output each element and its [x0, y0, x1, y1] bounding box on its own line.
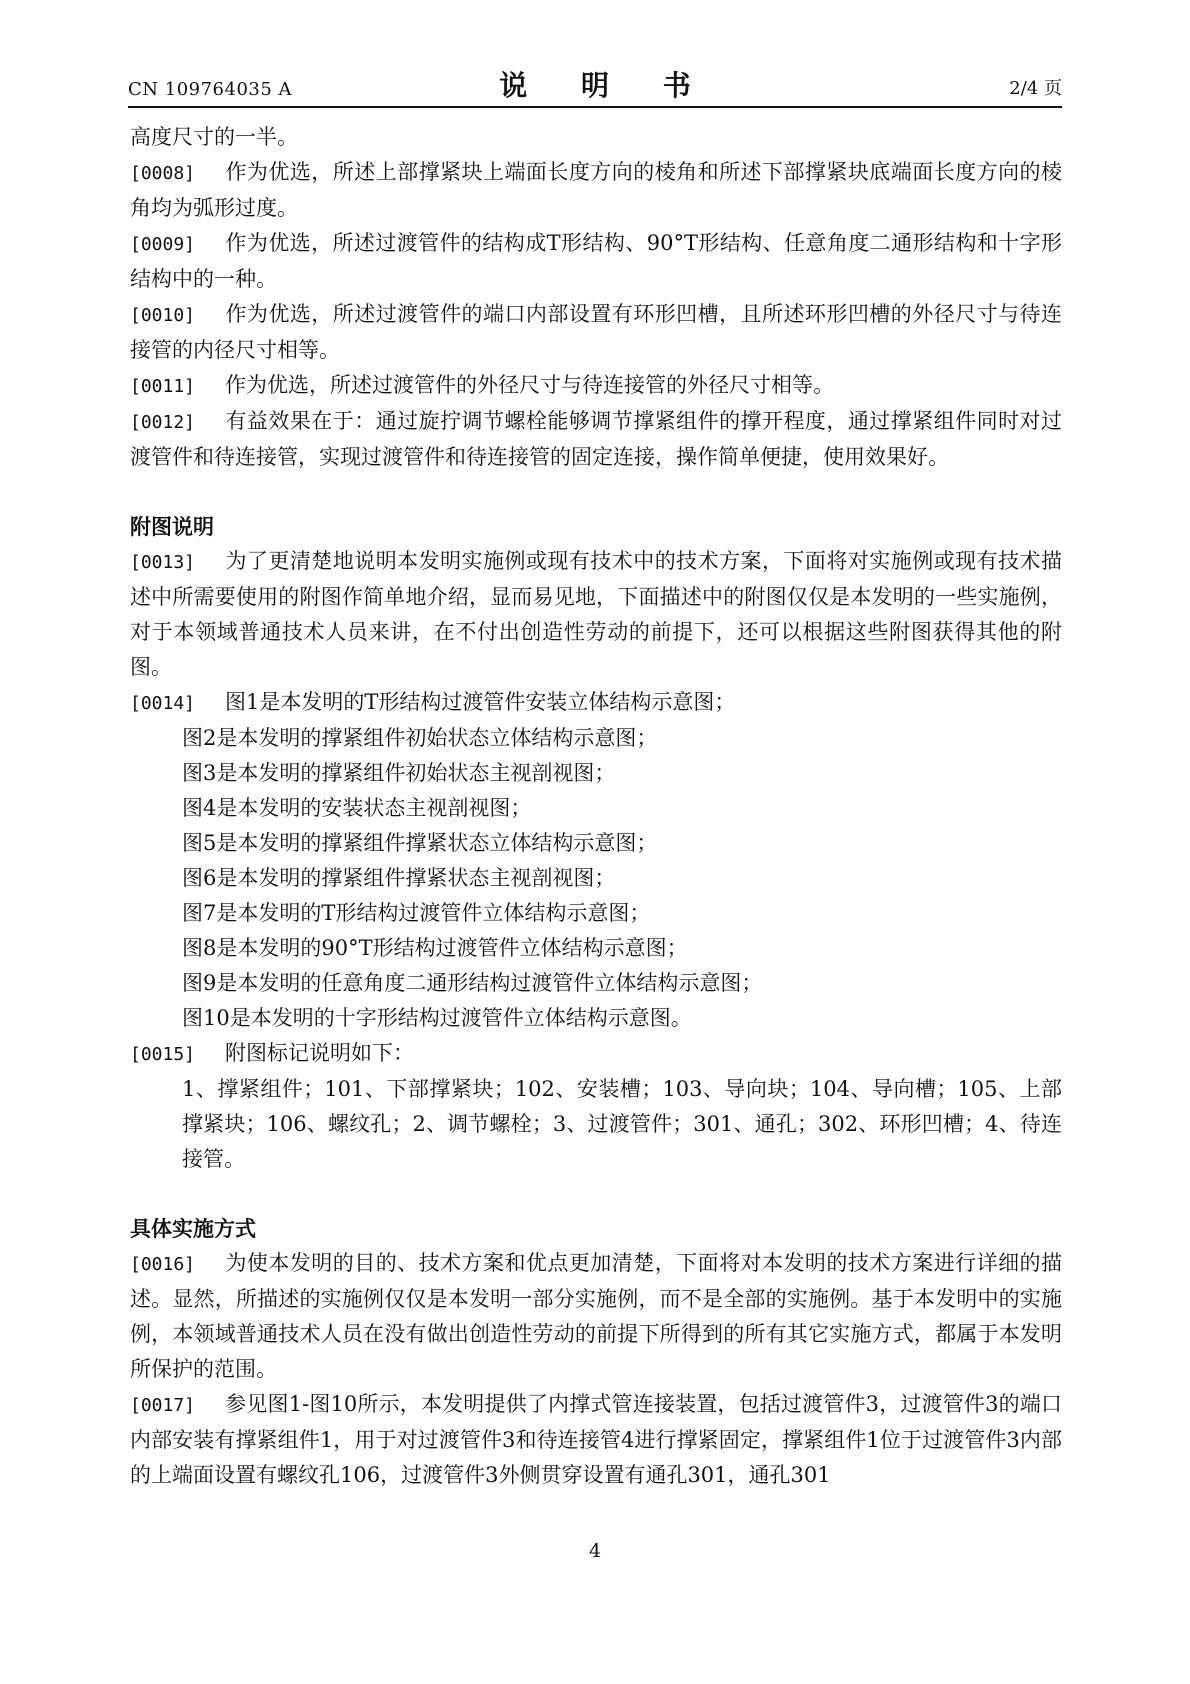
paragraph-text: 作为优选，所述过渡管件的外径尺寸与待连接管的外径尺寸相等。	[225, 373, 834, 397]
page-number: 4	[588, 1540, 602, 1562]
paragraph-text: 高度尺寸的一半。	[130, 125, 298, 149]
paragraph-number: [0011]	[130, 376, 196, 397]
paragraph-0016	[130, 1246, 1062, 1387]
paragraph-0011	[130, 368, 1062, 404]
page-header	[128, 60, 1062, 108]
paragraph-0008	[130, 155, 1062, 226]
header-rule	[128, 106, 1062, 108]
figure-caption: 图7是本发明的T形结构过渡管件立体结构示意图；	[182, 901, 651, 925]
section-heading-drawings: 附图说明	[130, 514, 214, 539]
patent-number: CN 109764035 A	[128, 79, 293, 100]
paragraph-0009	[130, 226, 1062, 297]
paragraph-number: [0013]	[130, 552, 196, 573]
paragraph-number: [0010]	[130, 305, 196, 326]
document-body	[130, 120, 1062, 1493]
figure-caption: 图5是本发明的撑紧组件撑紧状态立体结构示意图；	[182, 831, 658, 855]
paragraph-number: [0014]	[130, 693, 196, 714]
figure-caption: 图3是本发明的撑紧组件初始状态主视剖视图；	[182, 761, 616, 785]
paragraph	[130, 120, 1062, 155]
paragraph-number: [0009]	[130, 234, 196, 255]
paragraph-number: [0008]	[130, 163, 196, 184]
paragraph-text: 为了更清楚地说明本发明实施例或现有技术中的技术方案，下面将对实施例或现有技术描述中所需要使用的附图作简单地介绍，显而易见地，下面描述中的附图仅仅是本发明的一些实施例，对于本领域普通技术人员来讲，在不付出创造性劳动的前提下，还可以根据这些附图获得其他的附图。	[130, 549, 1062, 679]
figure-caption: 图8是本发明的90°T形结构过渡管件立体结构示意图；	[182, 936, 688, 960]
paragraph-0010	[130, 297, 1062, 368]
document-title: 说 明 书	[499, 69, 713, 102]
paragraph-text: 附图标记说明如下：	[225, 1041, 414, 1065]
paragraph-text: 参见图1-图10所示，本发明提供了内撑式管连接装置，包括过渡管件3，过渡管件3的端口内部安装有撑紧组件1，用于对过渡管件3和待连接管4进行撑紧固定，撑紧组件1位于过渡管件3内部的上端面设置有螺纹孔106，过渡管件3外侧贯穿设置有通孔301，通孔301	[130, 1392, 1062, 1487]
figure-caption: 图2是本发明的撑紧组件初始状态立体结构示意图；	[182, 726, 658, 750]
figure-caption: 图10是本发明的十字形结构过渡管件立体结构示意图。	[182, 1006, 692, 1030]
paragraph-0015	[130, 1036, 1062, 1072]
paragraph-text: 为使本发明的目的、技术方案和优点更加清楚，下面将对本发明的技术方案进行详细的描述。显然，所描述的实施例仅仅是本发明一部分实施例，而不是全部的实施例。基于本发明中的实施例，本领域普通技术人员在没有做出创造性劳动的前提下所得到的所有其它实施方式，都属于本发明所保护的范围。	[130, 1251, 1062, 1381]
paragraph-text: 有益效果在于：通过旋拧调节螺栓能够调节撑紧组件的撑开程度，通过撑紧组件同时对过渡管件和待连接管，实现过渡管件和待连接管的固定连接，操作简单便捷，使用效果好。	[130, 409, 1062, 469]
paragraph-text: 作为优选，所述过渡管件的端口内部设置有环形凹槽，且所述环形凹槽的外径尺寸与待连接管的内径尺寸相等。	[130, 302, 1062, 362]
paragraph-text: 作为优选，所述过渡管件的结构成T形结构、90°T形结构、任意角度二通形结构和十字形结构中的一种。	[130, 231, 1062, 291]
reference-legend: 1、撑紧组件；101、下部撑紧块；102、安装槽；103、导向块；104、导向槽；105、上部撑紧块；106、螺纹孔；2、调节螺栓；3、过渡管件；301、通孔；302、环形凹槽；4、待连接管。	[182, 1077, 1062, 1171]
paragraph-0014	[130, 685, 1062, 721]
page-of-label: 2/4 页	[1009, 78, 1062, 99]
paragraph-number: [0017]	[130, 1395, 196, 1416]
paragraph-number: [0016]	[130, 1254, 196, 1275]
figure-caption: 图9是本发明的任意角度二通形结构过渡管件立体结构示意图；	[182, 971, 763, 995]
paragraph-number: [0012]	[130, 412, 196, 433]
paragraph-number: [0015]	[130, 1044, 196, 1065]
paragraph-0017	[130, 1387, 1062, 1493]
paragraph-0013	[130, 544, 1062, 685]
paragraph-text: 作为优选，所述上部撑紧块上端面长度方向的棱角和所述下部撑紧块底端面长度方向的棱角均为弧形过度。	[130, 160, 1062, 220]
figure-caption: 图1是本发明的T形结构过渡管件安装立体结构示意图；	[225, 690, 736, 714]
paragraph-0012	[130, 404, 1062, 475]
figure-caption: 图6是本发明的撑紧组件撑紧状态主视剖视图；	[182, 866, 616, 890]
section-heading-embodiments: 具体实施方式	[130, 1216, 256, 1241]
figure-caption: 图4是本发明的安装状态主视剖视图；	[182, 796, 532, 820]
